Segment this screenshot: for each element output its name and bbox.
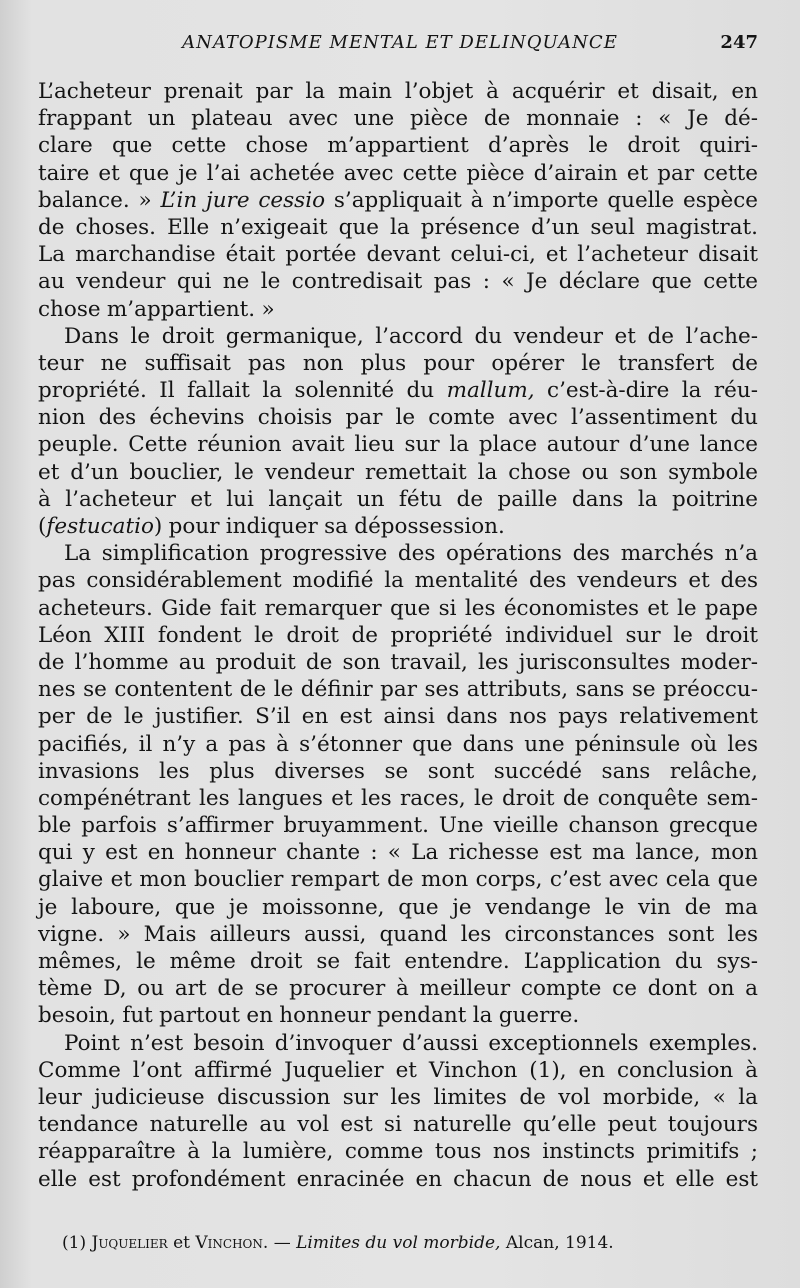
text-line: frappant un plateau avec une pièce de monnaie : « Je dé-: [38, 106, 758, 132]
text-line: Dans le droit germanique, l’accord du vendeur et de l’ache-: [64, 323, 758, 349]
text-line: (festucatio) pour indiquer sa dépossession.: [38, 514, 505, 539]
footnote-dash: —: [273, 1233, 291, 1253]
text-line: compénétrant les langues et les races, le droit de conquête sem-: [38, 785, 758, 811]
text-line: tème D, ou art de se procurer à meilleur compte ce dont on a: [38, 976, 758, 1002]
text-line: invasions les plus diverses se sont succédé sans relâche,: [38, 758, 758, 784]
footnote-conjunction: et: [173, 1233, 190, 1253]
text-line: La simplification progressive des opérations des marchés n’a: [64, 541, 758, 567]
footnote-title: Limites du vol morbide,: [296, 1233, 501, 1253]
text-line: pas considérablement modifié la mentalité des vendeurs et des: [38, 568, 758, 594]
footnote-marker: (1): [62, 1233, 87, 1253]
text-line: La marchandise était portée devant celui-ci, et l’acheteur disait: [38, 242, 758, 268]
text-line: vigne. » Mais ailleurs aussi, quand les circonstances sont les: [38, 921, 758, 947]
text-line: glaive et mon bouclier rempart de mon corps, c’est avec cela que: [38, 867, 758, 893]
text-line: au vendeur qui ne le contredisait pas : « Je déclare que cette: [38, 269, 758, 295]
text-line: et d’un bouclier, le vendeur remettait la chose ou son symbole: [38, 459, 758, 485]
paragraph: [38, 540, 758, 1029]
text-line: per de le justifier. S’il en est ainsi dans nos pays relativement: [38, 704, 758, 730]
text-line: je laboure, que je moissonne, que je vendange le vin de ma: [38, 894, 758, 920]
text-line: balance. » L’in jure cessio s’appliquait à n’importe quelle espèce: [38, 187, 758, 213]
footnote: [62, 1233, 762, 1253]
page-header: [40, 30, 760, 60]
text-line: teur ne suffisait pas non plus pour opérer le transfert de: [38, 350, 758, 376]
text-line: propriété. Il fallait la solennité du mallum, c’est-à-dire la réu-: [38, 378, 759, 404]
text-line: L’acheteur prenait par la main l’objet à acquérir et disait, en: [38, 79, 758, 104]
text-line: ble parfois s’affirmer bruyamment. Une vieille chanson grecque: [38, 813, 758, 839]
text-line: réapparaître à la lumière, comme tous nos instincts primitifs ;: [38, 1139, 758, 1165]
text-line: mêmes, le même droit se fait entendre. L’application du sys-: [38, 949, 758, 974]
text-line: Léon XIII fondent le droit de propriété individuel sur le droit: [38, 622, 758, 648]
text-line: à l’acheteur et lui lançait un fétu de paille dans la poitrine: [38, 486, 758, 512]
text-line: pacifiés, il n’y a pas à s’étonner que dans une péninsule où les: [38, 731, 758, 757]
paragraph: [38, 323, 758, 541]
text-line: qui y est en honneur chante : « La richesse est ma lance, mon: [38, 840, 758, 866]
paragraph: [38, 1030, 758, 1193]
text-line: besoin, fut partout en honneur pendant la guerre.: [38, 1003, 580, 1029]
text-line: chose m’appartient. »: [38, 296, 275, 322]
text-line: peuple. Cette réunion avait lieu sur la place autour d’une lance: [38, 432, 758, 458]
footnote-author-2: Vinchon.: [195, 1233, 269, 1253]
italic-term: L’in jure cessio: [160, 187, 326, 213]
text-line: tendance naturelle au vol est si naturelle qu’elle peut toujours: [38, 1112, 758, 1138]
page-number: 247: [720, 32, 758, 53]
footnote-author-1: Juquelier: [91, 1233, 168, 1253]
footnote-publisher: Alcan, 1914.: [505, 1233, 614, 1253]
text-line: de l’homme au produit de son travail, les jurisconsultes moder-: [38, 649, 758, 675]
body-text: [38, 78, 758, 1193]
paragraph: [38, 78, 758, 323]
italic-term: festucatio: [46, 514, 154, 539]
running-title: ANATOPISME MENTAL ET DELINQUANCE: [182, 32, 618, 53]
italic-term: mallum,: [446, 378, 535, 404]
text-line: Comme l’ont affirmé Juquelier et Vinchon (1), en conclusion à: [38, 1057, 758, 1083]
text-line: clare que cette chose m’appartient d’après le droit quiri-: [38, 133, 758, 159]
text-line: nion des échevins choisis par le comte avec l’assentiment du: [38, 405, 758, 431]
text-line: acheteurs. Gide fait remarquer que si les économistes et le pape: [38, 595, 758, 621]
text-line: taire et que je l’ai achetée avec cette pièce d’airain et par cette: [38, 160, 758, 186]
text-line: elle est profondément enracinée en chacun de nous et elle est: [38, 1166, 758, 1192]
text-line: de choses. Elle n’exigeait que la présence d’un seul magistrat.: [38, 214, 758, 240]
text-line: nes se contentent de le définir par ses attributs, sans se préoccu-: [38, 677, 758, 703]
text-line: leur judicieuse discussion sur les limites de vol morbide, « la: [38, 1084, 758, 1110]
text-line: Point n’est besoin d’invoquer d’aussi exceptionnels exemples.: [64, 1030, 758, 1056]
